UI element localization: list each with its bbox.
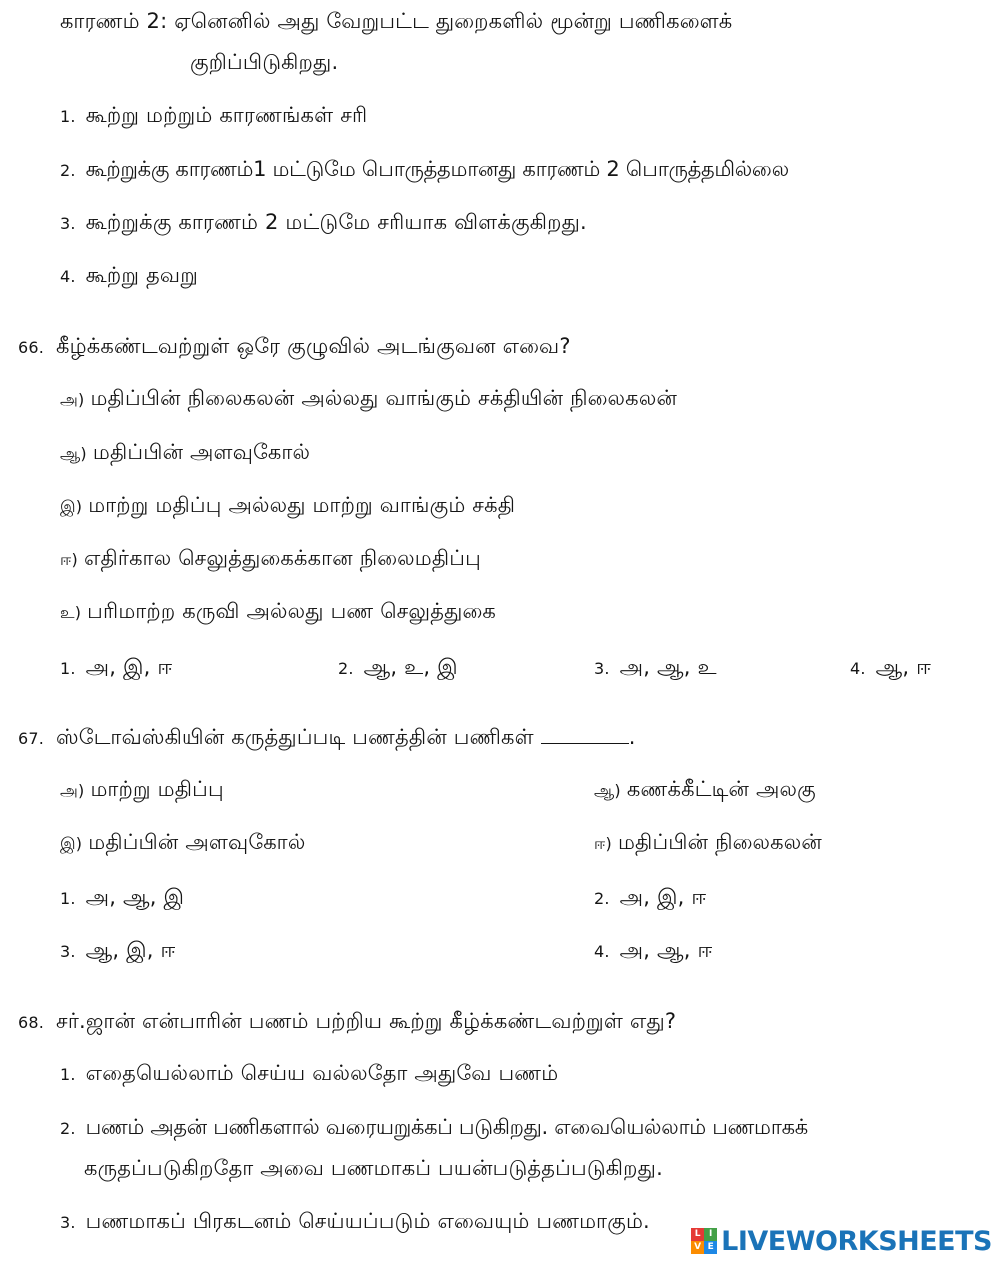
question-text: ஸ்டோவ்ஸ்கியின் கருத்துப்படி பணத்தின் பணிகள் — [56, 725, 534, 749]
option-text: அ, ஆ, உ — [619, 655, 717, 679]
item-marker: ஈ) — [594, 834, 612, 853]
question-number: 67. — [18, 729, 45, 748]
item-text: மதிப்பின் நிலைகலன் அல்லது வாங்கும் சக்தியின் நிலைகலன் — [90, 386, 678, 410]
option-number: 1. — [60, 659, 76, 678]
option-number: 2. — [338, 659, 354, 678]
item-text: மதிப்பின் அளவுகோல் — [88, 830, 306, 854]
q67-item-row-1 — [0, 774, 1000, 804]
option-text: அ, ஆ, இ — [85, 885, 185, 909]
logo-letter: V — [691, 1241, 704, 1254]
liveworksheets-watermark — [691, 1224, 992, 1258]
q65-option-2[interactable] — [60, 154, 789, 186]
logo-letter: I — [704, 1228, 717, 1241]
option-number: 2. — [594, 889, 610, 908]
question-number: 66. — [18, 338, 45, 357]
option-number: 2. — [60, 161, 76, 180]
option-text: கருதப்படுகிறதோ அவை பணமாகப் பயன்படுத்தப்படுகிறது. — [84, 1156, 663, 1180]
option-number: 1. — [60, 889, 76, 908]
option-number: 4. — [60, 267, 76, 286]
q67-question — [18, 722, 636, 754]
option-number: 4. — [594, 942, 610, 961]
option-text: கூற்று தவறு — [85, 263, 198, 287]
option-number: 1. — [60, 107, 76, 126]
item-text: கணக்கீட்டின் அலகு — [626, 777, 816, 801]
option-text: ஆ, இ, ஈ — [85, 938, 176, 962]
option-number: 2. — [60, 1119, 76, 1138]
liveworksheets-logo-icon — [691, 1228, 717, 1254]
item-marker: அ) — [60, 781, 85, 800]
q65-option-4[interactable] — [60, 260, 198, 292]
option-text: பணம் அதன் பணிகளால் வரையறுக்கப் படுகிறது. எவையெல்லாம் பணமாகக் — [85, 1115, 808, 1139]
item-marker: ஈ) — [60, 550, 78, 569]
q66-item-u — [60, 596, 496, 628]
option-number: 3. — [594, 659, 610, 678]
q68-option-1[interactable] — [60, 1058, 558, 1090]
q68-option-3[interactable] — [60, 1206, 650, 1238]
option-number: 3. — [60, 1213, 76, 1232]
q67-item-ii — [594, 827, 822, 859]
q66-answer-3[interactable] — [594, 652, 717, 684]
option-number: 3. — [60, 214, 76, 233]
option-text: அ, இ, ஈ — [619, 885, 707, 909]
question-number: 68. — [18, 1013, 45, 1032]
item-text: மாற்று மதிப்பு அல்லது மாற்று வாங்கும் சக்தி — [88, 493, 516, 517]
option-text: ஆ, ஈ — [875, 655, 932, 679]
q67-answer-row-2 — [0, 935, 1000, 965]
q67-answer-row-1 — [0, 882, 1000, 912]
option-text: பணமாகப் பிரகடனம் செய்யப்படும் எவையும் பணமாகும். — [85, 1209, 650, 1233]
question-end: . — [628, 725, 636, 749]
option-text: ஆ, உ, இ — [363, 655, 458, 679]
item-marker: அ) — [60, 390, 85, 409]
q66-item-i — [60, 490, 515, 522]
q65-option-1[interactable] — [60, 100, 367, 132]
logo-letter: L — [691, 1228, 704, 1241]
q67-answer-4[interactable] — [594, 935, 712, 967]
item-marker: ஆ) — [60, 444, 87, 463]
option-text: கூற்றுக்கு காரணம்1 மட்டுமே பொருத்தமானது காரணம் 2 பொருத்தமில்லை — [85, 157, 789, 181]
q66-question — [18, 331, 571, 363]
item-text: பரிமாற்ற கருவி அல்லது பண செலுத்துகை — [87, 599, 497, 623]
q67-answer-2[interactable] — [594, 882, 706, 914]
option-text: கூற்று மற்றும் காரணங்கள் சரி — [85, 103, 368, 127]
question-text: கீழ்க்கண்டவற்றுள் ஒரே குழுவில் அடங்குவன எவை? — [56, 334, 571, 358]
q66-item-aa — [60, 437, 310, 469]
option-text: அ, ஆ, ஈ — [619, 938, 713, 962]
q68-question — [18, 1006, 676, 1038]
q67-item-aa — [594, 774, 816, 806]
item-marker: இ) — [60, 497, 83, 516]
watermark-text: LIVEWORKSHEETS — [721, 1225, 992, 1257]
item-text: மதிப்பின் நிலைகலன் — [617, 830, 822, 854]
q67-answer-3[interactable] — [60, 935, 176, 967]
q67-item-i — [60, 827, 305, 859]
item-marker: இ) — [60, 834, 83, 853]
item-marker: உ) — [60, 603, 82, 622]
item-text: எதிர்கால செலுத்துகைக்கான நிலைமதிப்பு — [83, 546, 481, 570]
q66-answer-4[interactable] — [850, 652, 931, 684]
q67-item-a — [60, 774, 224, 806]
option-number: 1. — [60, 1065, 76, 1084]
item-text: மதிப்பின் அளவுகோல் — [92, 440, 311, 464]
option-number: 4. — [850, 659, 866, 678]
q68-option-2[interactable] — [60, 1112, 808, 1144]
q67-item-row-2 — [0, 827, 1000, 857]
q65-option-3[interactable] — [60, 207, 587, 239]
option-text: கூற்றுக்கு காரணம் 2 மட்டுமே சரியாக விளக்குகிறது. — [85, 210, 587, 234]
q66-answer-2[interactable] — [338, 652, 458, 684]
q65-reason2-line2: குறிப்பிடுகிறது. — [190, 50, 339, 74]
option-text: அ, இ, ஈ — [85, 655, 173, 679]
item-text: மாற்று மதிப்பு — [90, 777, 224, 801]
q68-option-2-continued — [84, 1153, 663, 1183]
q66-answer-row — [0, 652, 1000, 682]
item-marker: ஆ) — [594, 781, 621, 800]
q66-item-ii — [60, 543, 481, 575]
answer-blank[interactable] — [541, 725, 629, 744]
option-text: எதையெல்லாம் செய்ய வல்லதோ அதுவே பணம் — [85, 1061, 559, 1085]
logo-letter: E — [704, 1241, 717, 1254]
q66-answer-1[interactable] — [60, 652, 172, 684]
question-text: சர்.ஜான் என்பாரின் பணம் பற்றிய கூற்று கீழ்க்கண்டவற்றுள் எது? — [56, 1009, 677, 1033]
q66-item-a — [60, 383, 677, 415]
q67-answer-1[interactable] — [60, 882, 184, 914]
q65-reason2-line1: காரணம் 2: ஏனெனில் அது வேறுபட்ட துறைகளில் மூன்று பணிகளைக் — [60, 9, 733, 33]
option-number: 3. — [60, 942, 76, 961]
